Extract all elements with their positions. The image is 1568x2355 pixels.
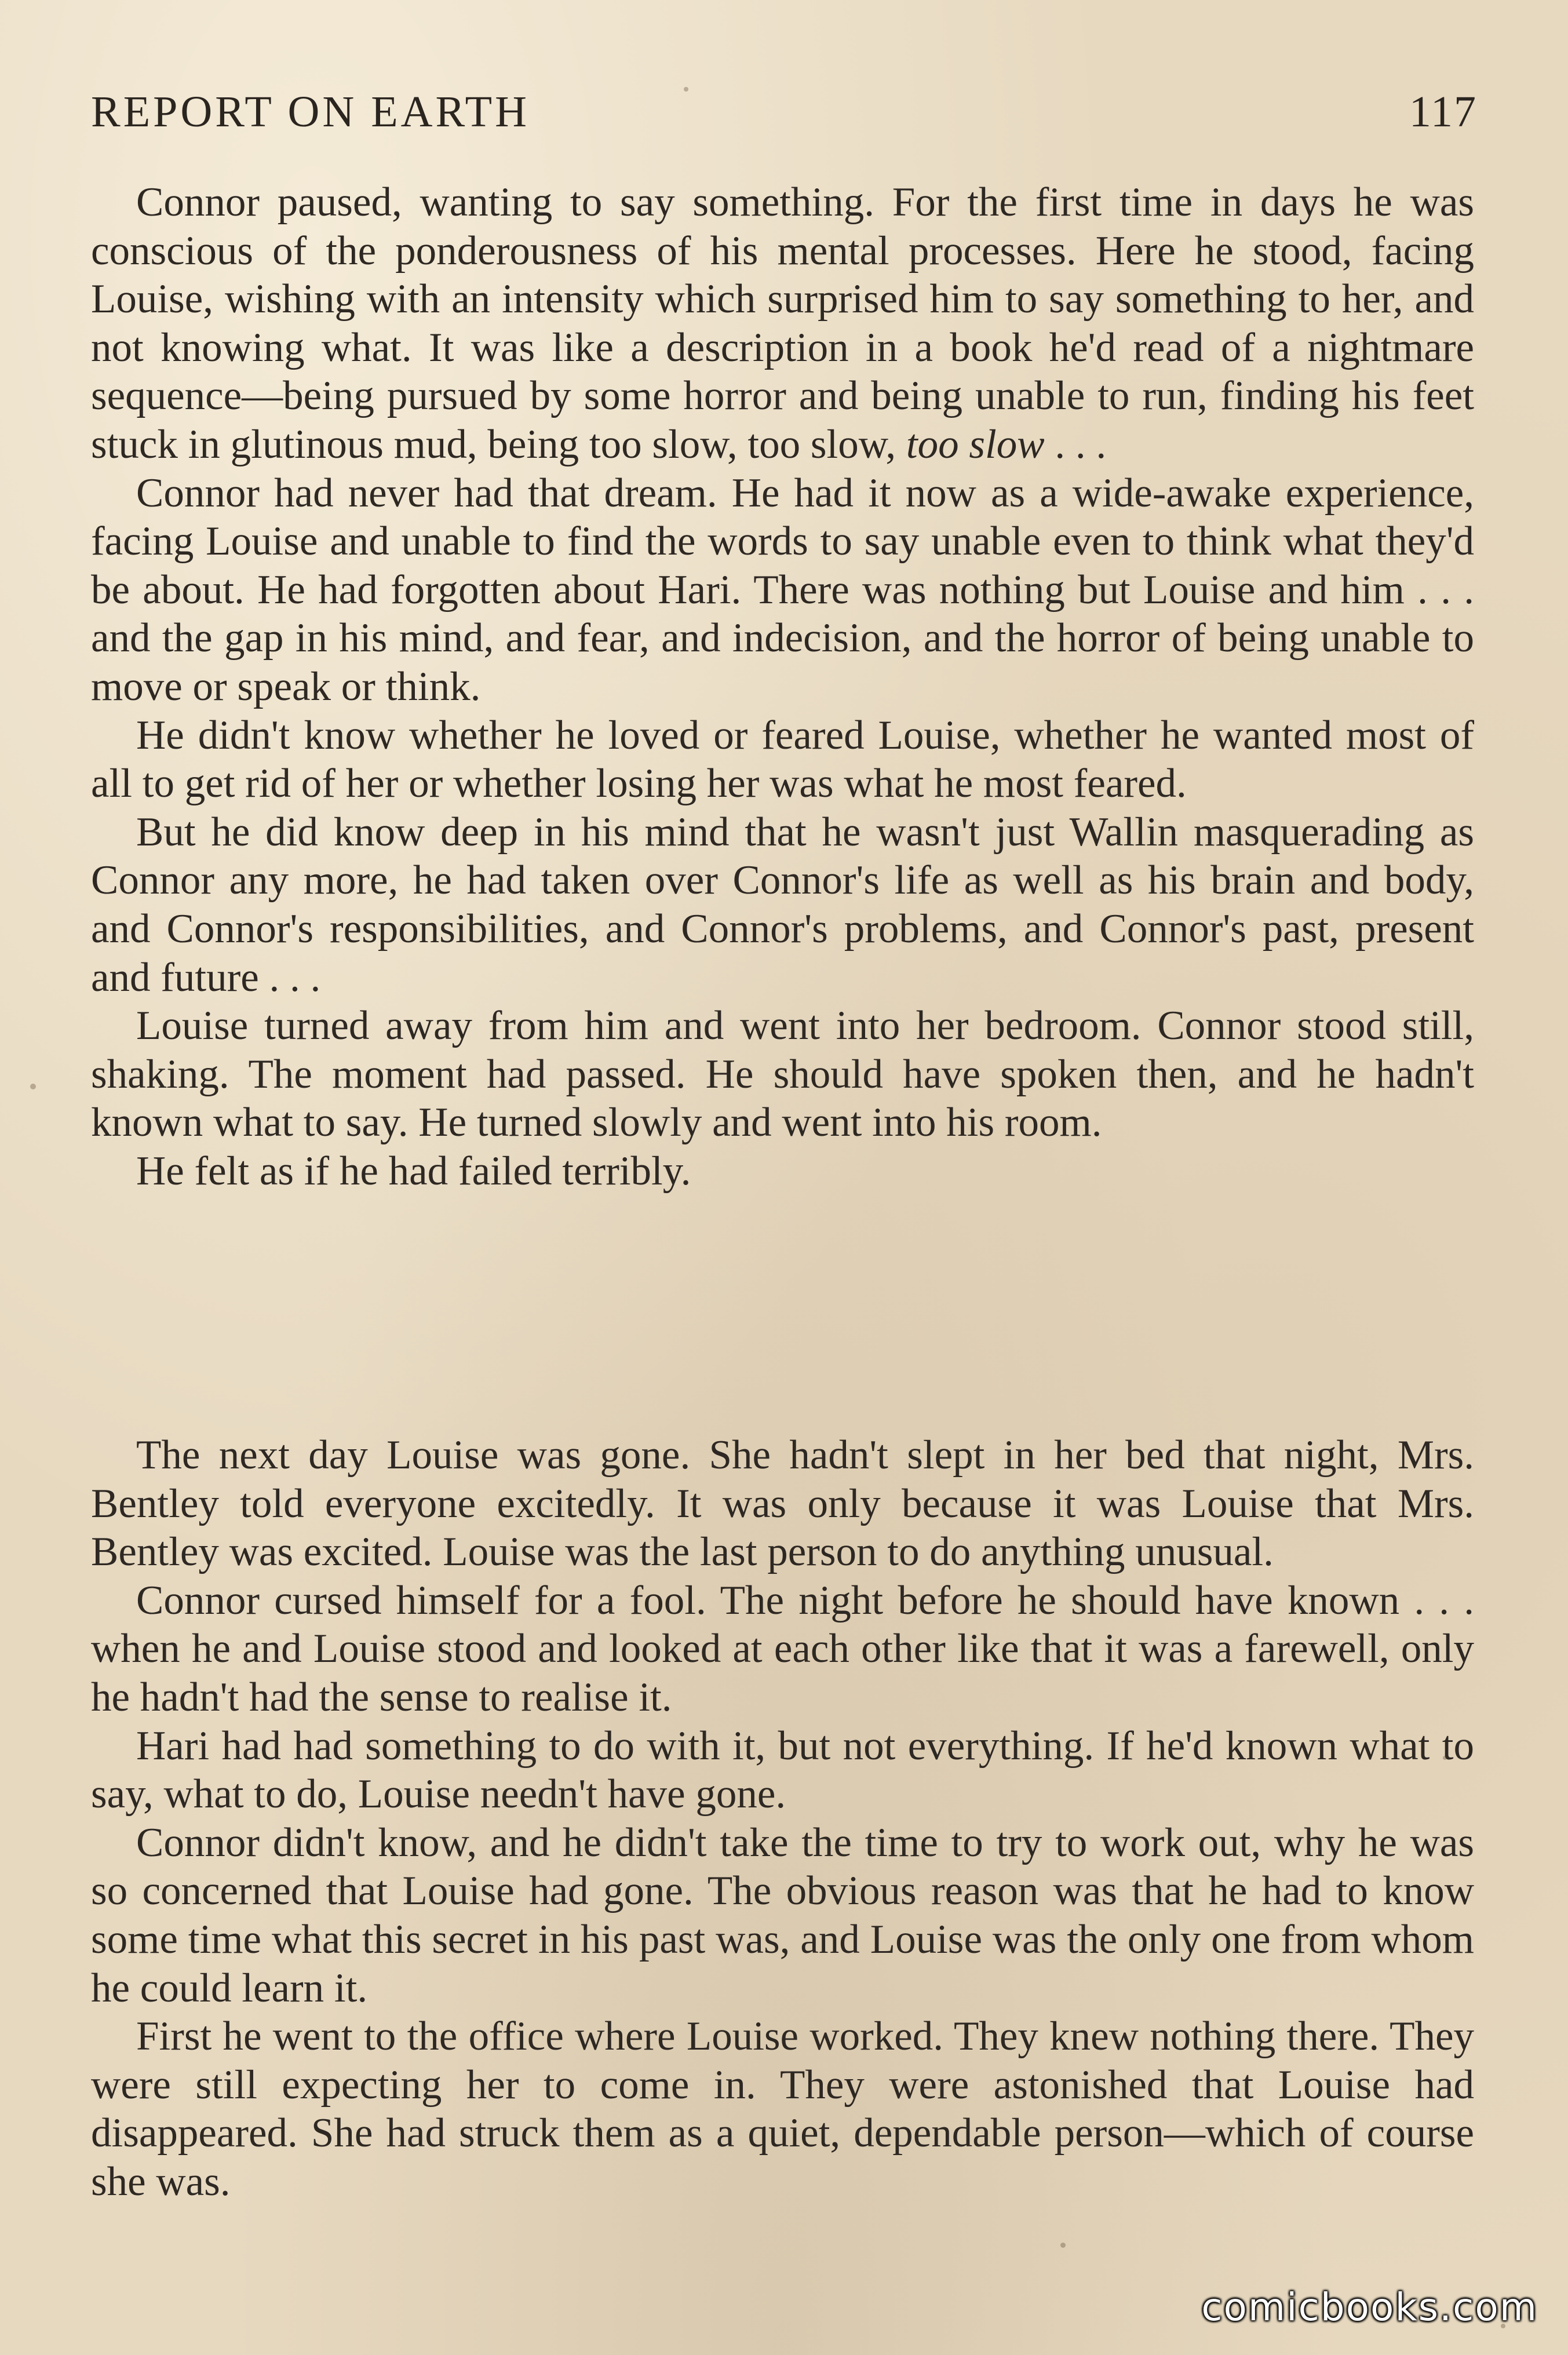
paper-speck xyxy=(1443,1756,1447,1760)
watermark: comicbooks.com xyxy=(1201,2285,1538,2330)
paragraph: First he went to the office where Louise worked. They knew nothing there. They were still expecting her to come in. They were astonished that Louise had disappeared. She had struck them as a quiet, dependable person—which of course she was. xyxy=(91,2014,1474,2204)
paragraph xyxy=(91,178,1474,469)
paper-speck xyxy=(30,1084,36,1089)
paper-speck xyxy=(684,87,688,92)
paper-speck xyxy=(1060,2243,1066,2248)
ellipsis: . . . xyxy=(1044,421,1107,467)
italic-text: too slow xyxy=(906,421,1045,467)
page-header xyxy=(91,80,1477,144)
text-section-2 xyxy=(91,1431,1474,2207)
paragraph-text: Connor paused, wanting to say something. For the first time in days he was conscious of the ponderousness of his mental processes. Here he stood, facing Louise, wishing with an intensity which surprised him to say something to her, and not knowing what. It was like a description in a book he'd read of a nightmare sequence—being pursued by some horror and being unable to run, finding his feet stuck in glutinous mud, being too slow, too slow, xyxy=(91,180,1474,467)
paragraph: Connor had never had that dream. He had it now as a wide-awake experience, facing Louise and unable to find the words to say unable even to think what they'd be about. He had forgotten about Hari. There was nothing but Louise and him . . . and the gap in his mind, and fear, and indecision, and the horror of being unable to move or speak or think. xyxy=(91,470,1474,709)
paragraph: Louise turned away from him and went into her bedroom. Connor stood still, shaking. The moment had passed. He should have spoken then, and he hadn't known what to say. He turned slowly and went into his room. xyxy=(91,1003,1474,1146)
paragraph: He felt as if he had failed terribly. xyxy=(136,1148,691,1194)
paragraph: He didn't know whether he loved or feared Louise, whether he wanted most of all to get rid of her or whether losing her was what he most feared. xyxy=(91,712,1474,807)
running-head: REPORT ON EARTH xyxy=(91,88,530,136)
paragraph: Connor cursed himself for a fool. The night before he should have known . . . when he and Louise stood and looked at each other like that it was a farewell, only he hadn't had the sense to realise it. xyxy=(91,1577,1474,1720)
paragraph: The next day Louise was gone. She hadn't slept in her bed that night, Mrs. Bentley told everyone excitedly. It was only because it was Louise that Mrs. Bentley was excited. Louise was the last person to do anything unusual. xyxy=(91,1432,1474,1575)
paragraph: Connor didn't know, and he didn't take the time to try to work out, why he was so concerned that Louise had gone. The obvious reason was that he had to know some time what this secret in his past was, and Louise was the only one from whom he could learn it. xyxy=(91,1820,1474,2011)
paragraph: But he did know deep in his mind that he wasn't just Wallin masquerading as Connor any more, he had taken over Connor's life as well as his brain and body, and Connor's responsibilities, and Connor's problems, and Connor's past, present and future . . . xyxy=(91,809,1474,1000)
text-section-1 xyxy=(91,178,1474,1195)
page-number: 117 xyxy=(1409,88,1477,136)
paragraph: Hari had had something to do with it, but not everything. If he'd known what to say, what to do, Louise needn't have gone. xyxy=(91,1723,1474,1817)
